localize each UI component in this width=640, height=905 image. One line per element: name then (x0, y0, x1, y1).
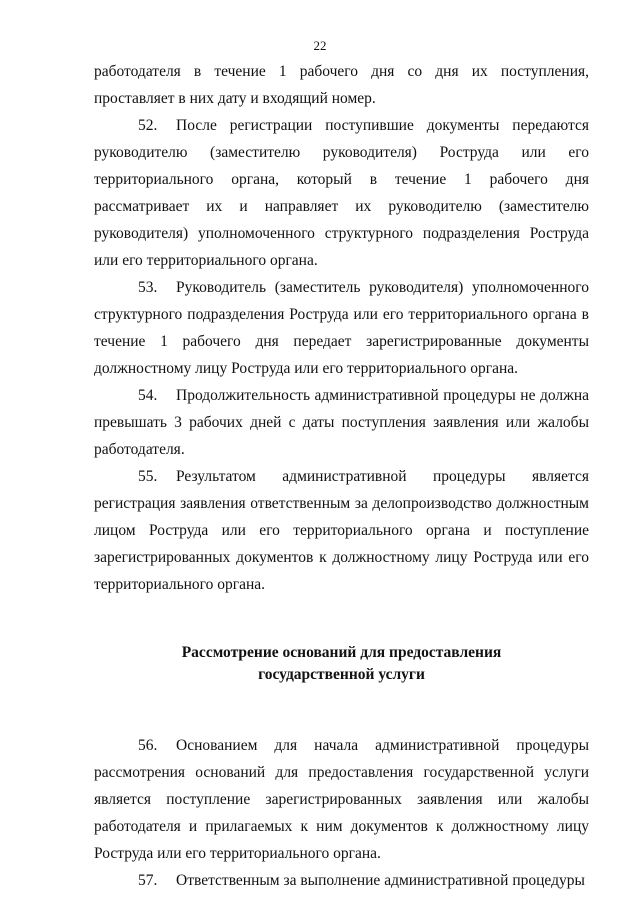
paragraph-text: Основанием для начала административной процедуры рассмотрения оснований для предоставления государственной услуги является поступление зарегистрированных заявления или жалобы работодателя и прилагаемых к ним документов к должностному лицу Роструда или его территориального органа. (94, 737, 589, 862)
paragraph-number: 52. (138, 117, 158, 134)
paragraph-number: 57. (138, 872, 158, 889)
paragraph-54 (94, 382, 589, 463)
paragraph-text: Продолжительность административной процедуры не должна превышать 3 рабочих дней с даты поступления заявления или жалобы работодателя. (94, 387, 589, 458)
paragraph-57 (94, 867, 589, 894)
paragraph-continued (94, 58, 589, 112)
paragraph-text: После регистрации поступившие документы передаются руководителю (заместителю руководителя) Роструда или его территориального органа, который в течение 1 рабочего дня рассматривает их и направляет их руководителю (заместителю руководителя) уполномоченного структурного подразделения Роструда или его территориального органа. (94, 117, 589, 269)
paragraph-number: 53. (138, 279, 158, 296)
paragraph-number: 55. (138, 468, 158, 485)
paragraph-52 (94, 112, 589, 274)
page-number: 22 (313, 38, 327, 53)
paragraph-number: 54. (138, 387, 158, 404)
paragraph-text: Руководитель (заместитель руководителя) уполномоченного структурного подразделения Роструда или его территориального органа в течение 1 рабочего дня передает зарегистрированные документы должностному лицу Роструда или его территориального органа. (94, 279, 589, 377)
section-heading-line-2: государственной услуги (258, 666, 425, 683)
document-body (94, 58, 589, 894)
section-heading-line-1: Рассмотрение оснований для предоставления (181, 644, 502, 661)
paragraph-text: Ответственным за выполнение административной процедуры (176, 872, 585, 889)
paragraph-53 (94, 274, 589, 382)
paragraph-text: Результатом административной процедуры является регистрация заявления ответственным за делопроизводство должностным лицом Роструда или его территориального органа и поступление зарегистрированных документов к должностному лицу Роструда или его территориального органа. (94, 468, 589, 593)
paragraph-text: работодателя в течение 1 рабочего дня со дня их поступления, проставляет в них дату и входящий номер. (94, 63, 589, 107)
paragraph-number: 56. (138, 737, 158, 754)
section-heading (94, 642, 589, 686)
paragraph-56 (94, 732, 589, 867)
paragraph-55 (94, 463, 589, 598)
